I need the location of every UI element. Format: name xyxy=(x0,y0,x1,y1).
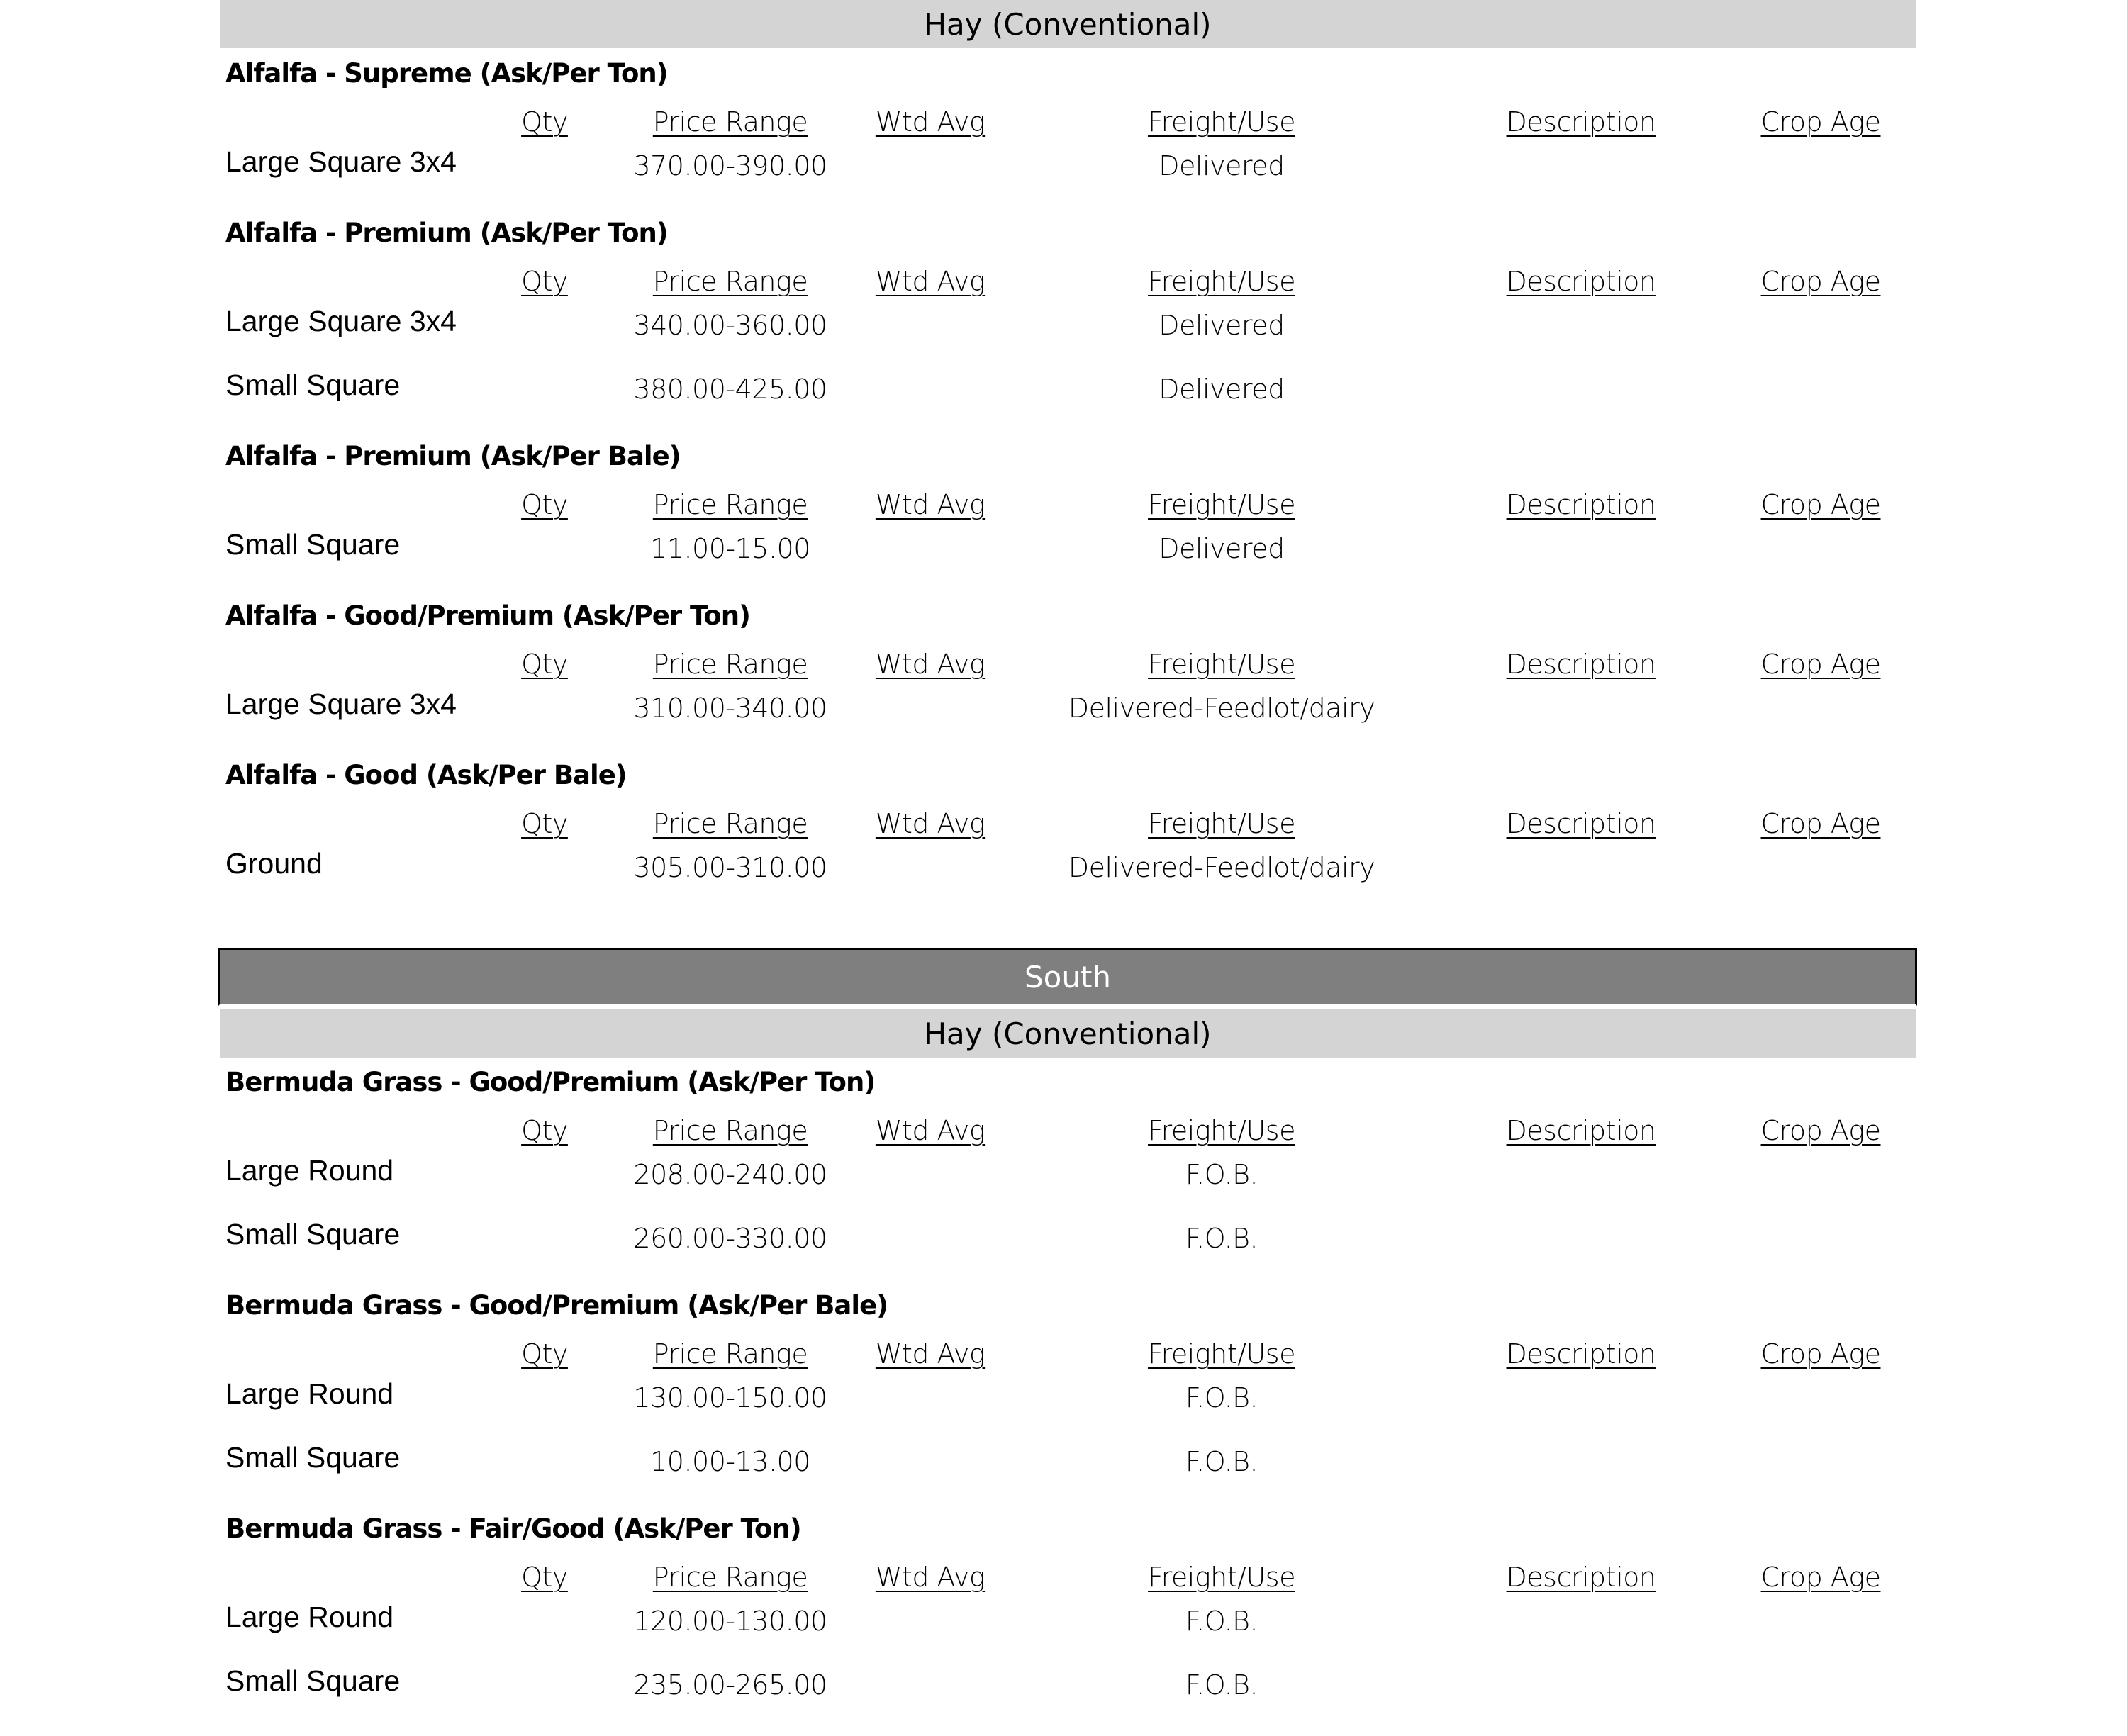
column-header-freight-use: Freight/Use xyxy=(1148,266,1295,297)
product-group-title: Bermuda Grass - Good/Premium (Ask/Per Ton) xyxy=(225,1067,876,1097)
column-header-crop-age: Crop Age xyxy=(1760,808,1881,839)
cell-freight-use: F.O.B. xyxy=(1185,1606,1258,1637)
product-group-title: Alfalfa - Supreme (Ask/Per Ton) xyxy=(225,58,668,89)
column-header-description: Description xyxy=(1506,1115,1656,1146)
cell-freight-use: Delivered xyxy=(1159,374,1285,405)
row-product-type: Large Round xyxy=(225,1601,394,1633)
column-header-price-range: Price Range xyxy=(652,1338,808,1370)
product-group-title: Alfalfa - Good/Premium (Ask/Per Ton) xyxy=(225,600,750,631)
product-group-title: Alfalfa - Premium (Ask/Per Ton) xyxy=(225,218,668,248)
column-header-crop-age: Crop Age xyxy=(1760,1115,1881,1146)
cell-price-range: 235.00-265.00 xyxy=(633,1669,827,1701)
product-group-title: Bermuda Grass - Good/Premium (Ask/Per Bale) xyxy=(225,1290,888,1321)
column-header-qty: Qty xyxy=(521,1115,568,1146)
column-header-crop-age: Crop Age xyxy=(1760,1562,1881,1593)
column-header-price-range: Price Range xyxy=(652,266,808,297)
row-product-type: Ground xyxy=(225,847,323,880)
row-product-type: Small Square xyxy=(225,528,401,561)
row-product-type: Small Square xyxy=(225,1441,401,1474)
column-header-wtd-avg: Wtd Avg xyxy=(875,1338,986,1370)
row-product-type: Large Square 3x4 xyxy=(225,145,457,178)
row-product-type: Large Round xyxy=(225,1154,394,1187)
column-header-qty: Qty xyxy=(521,649,568,680)
column-header-description: Description xyxy=(1506,649,1656,680)
cell-freight-use: Delivered xyxy=(1159,533,1285,564)
column-header-description: Description xyxy=(1506,106,1656,138)
column-header-wtd-avg: Wtd Avg xyxy=(875,266,986,297)
cell-price-range: 310.00-340.00 xyxy=(633,693,827,724)
cell-price-range: 260.00-330.00 xyxy=(633,1223,827,1254)
column-header-description: Description xyxy=(1506,1562,1656,1593)
cell-price-range: 130.00-150.00 xyxy=(633,1382,827,1413)
product-group-title: Bermuda Grass - Fair/Good (Ask/Per Ton) xyxy=(225,1513,801,1544)
category-header: Hay (Conventional) xyxy=(220,1009,1916,1058)
column-header-wtd-avg: Wtd Avg xyxy=(875,808,986,839)
column-header-freight-use: Freight/Use xyxy=(1148,649,1295,680)
column-header-crop-age: Crop Age xyxy=(1760,1338,1881,1370)
row-product-type: Large Square 3x4 xyxy=(225,305,457,337)
column-header-crop-age: Crop Age xyxy=(1760,266,1881,297)
cell-price-range: 11.00-15.00 xyxy=(650,533,810,564)
row-product-type: Small Square xyxy=(225,1218,401,1250)
cell-freight-use: F.O.B. xyxy=(1185,1223,1258,1254)
cell-price-range: 340.00-360.00 xyxy=(633,310,827,341)
column-header-freight-use: Freight/Use xyxy=(1148,106,1295,138)
column-header-wtd-avg: Wtd Avg xyxy=(875,1562,986,1593)
cell-price-range: 380.00-425.00 xyxy=(633,374,827,405)
cell-price-range: 305.00-310.00 xyxy=(633,852,827,883)
column-header-qty: Qty xyxy=(521,1562,568,1593)
column-header-price-range: Price Range xyxy=(652,808,808,839)
cell-freight-use: Delivered xyxy=(1159,150,1285,181)
cell-freight-use: F.O.B. xyxy=(1185,1382,1258,1413)
column-header-crop-age: Crop Age xyxy=(1760,649,1881,680)
cell-freight-use: F.O.B. xyxy=(1185,1159,1258,1190)
column-header-freight-use: Freight/Use xyxy=(1148,808,1295,839)
row-product-type: Small Square xyxy=(225,369,401,401)
column-header-qty: Qty xyxy=(521,489,568,520)
column-header-freight-use: Freight/Use xyxy=(1148,1562,1295,1593)
product-group-title: Alfalfa - Premium (Ask/Per Bale) xyxy=(225,441,681,471)
column-header-wtd-avg: Wtd Avg xyxy=(875,106,986,138)
cell-freight-use: Delivered xyxy=(1159,310,1285,341)
cell-freight-use: Delivered-Feedlot/dairy xyxy=(1068,852,1375,883)
column-header-price-range: Price Range xyxy=(652,1562,808,1593)
column-header-qty: Qty xyxy=(521,1338,568,1370)
column-header-price-range: Price Range xyxy=(652,649,808,680)
column-header-price-range: Price Range xyxy=(652,106,808,138)
region-header: South xyxy=(218,948,1917,1006)
cell-freight-use: F.O.B. xyxy=(1185,1669,1258,1701)
column-header-wtd-avg: Wtd Avg xyxy=(875,489,986,520)
column-header-wtd-avg: Wtd Avg xyxy=(875,1115,986,1146)
row-product-type: Small Square xyxy=(225,1664,401,1697)
column-header-freight-use: Freight/Use xyxy=(1148,489,1295,520)
column-header-qty: Qty xyxy=(521,808,568,839)
column-header-description: Description xyxy=(1506,489,1656,520)
cell-price-range: 10.00-13.00 xyxy=(650,1446,810,1477)
column-header-wtd-avg: Wtd Avg xyxy=(875,649,986,680)
cell-price-range: 120.00-130.00 xyxy=(633,1606,827,1637)
row-product-type: Large Square 3x4 xyxy=(225,688,457,720)
column-header-price-range: Price Range xyxy=(652,489,808,520)
column-header-crop-age: Crop Age xyxy=(1760,489,1881,520)
cell-price-range: 208.00-240.00 xyxy=(633,1159,827,1190)
cell-freight-use: Delivered-Feedlot/dairy xyxy=(1068,693,1375,724)
column-header-freight-use: Freight/Use xyxy=(1148,1338,1295,1370)
column-header-crop-age: Crop Age xyxy=(1760,106,1881,138)
column-header-description: Description xyxy=(1506,1338,1656,1370)
column-header-freight-use: Freight/Use xyxy=(1148,1115,1295,1146)
category-header: Hay (Conventional) xyxy=(220,0,1916,48)
row-product-type: Large Round xyxy=(225,1377,394,1410)
cell-freight-use: F.O.B. xyxy=(1185,1446,1258,1477)
product-group-title: Alfalfa - Good (Ask/Per Bale) xyxy=(225,760,627,790)
column-header-qty: Qty xyxy=(521,266,568,297)
column-header-description: Description xyxy=(1506,266,1656,297)
column-header-qty: Qty xyxy=(521,106,568,138)
column-header-price-range: Price Range xyxy=(652,1115,808,1146)
column-header-description: Description xyxy=(1506,808,1656,839)
cell-price-range: 370.00-390.00 xyxy=(633,150,827,181)
